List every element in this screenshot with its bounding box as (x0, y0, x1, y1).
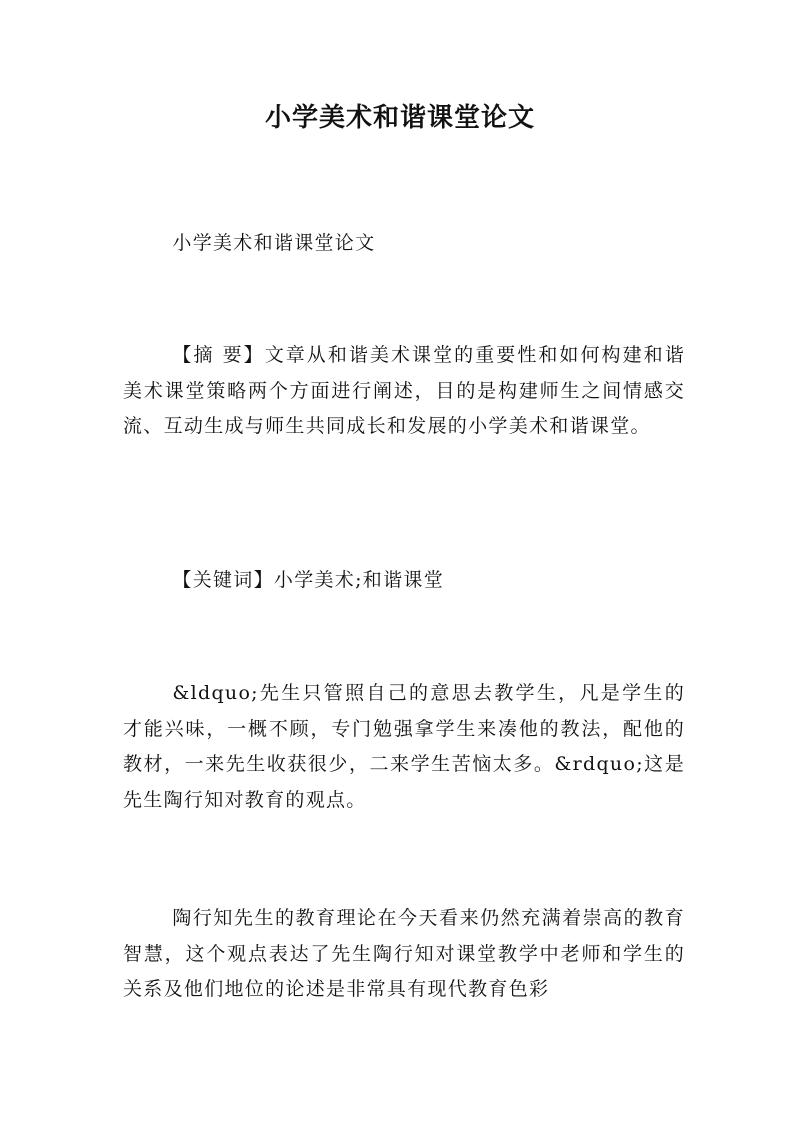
quote-paragraph: &ldquo;先生只管照自己的意思去教学生，凡是学生的才能兴味，一概不顾，专门勉强拿学生来凑他的教法，配他的教材，一来先生收获很少，二来学生苦恼太多。&rdquo;这是先生陶行知对教育的观点。 (123, 682, 685, 811)
subtitle-paragraph: 小学美术和谐课堂论文 (172, 232, 376, 254)
theory-paragraph: 陶行知先生的教育理论在今天看来仍然充满着崇高的教育智慧，这个观点表达了先生陶行知对课堂教学中老师和学生的关系及他们地位的论述是非常具有现代教育色彩 (123, 907, 685, 1000)
keywords-paragraph: 【关键词】小学美术;和谐课堂 (172, 569, 444, 591)
abstract-paragraph: 【摘 要】文章从和谐美术课堂的重要性和如何构建和谐美术课堂策略两个方面进行阐述，目的是构建师生之间情感交流、互动生成与师生共同成长和发展的小学美术和谐课堂。 (123, 344, 685, 437)
document-title: 小学美术和谐课堂论文 (264, 103, 535, 133)
